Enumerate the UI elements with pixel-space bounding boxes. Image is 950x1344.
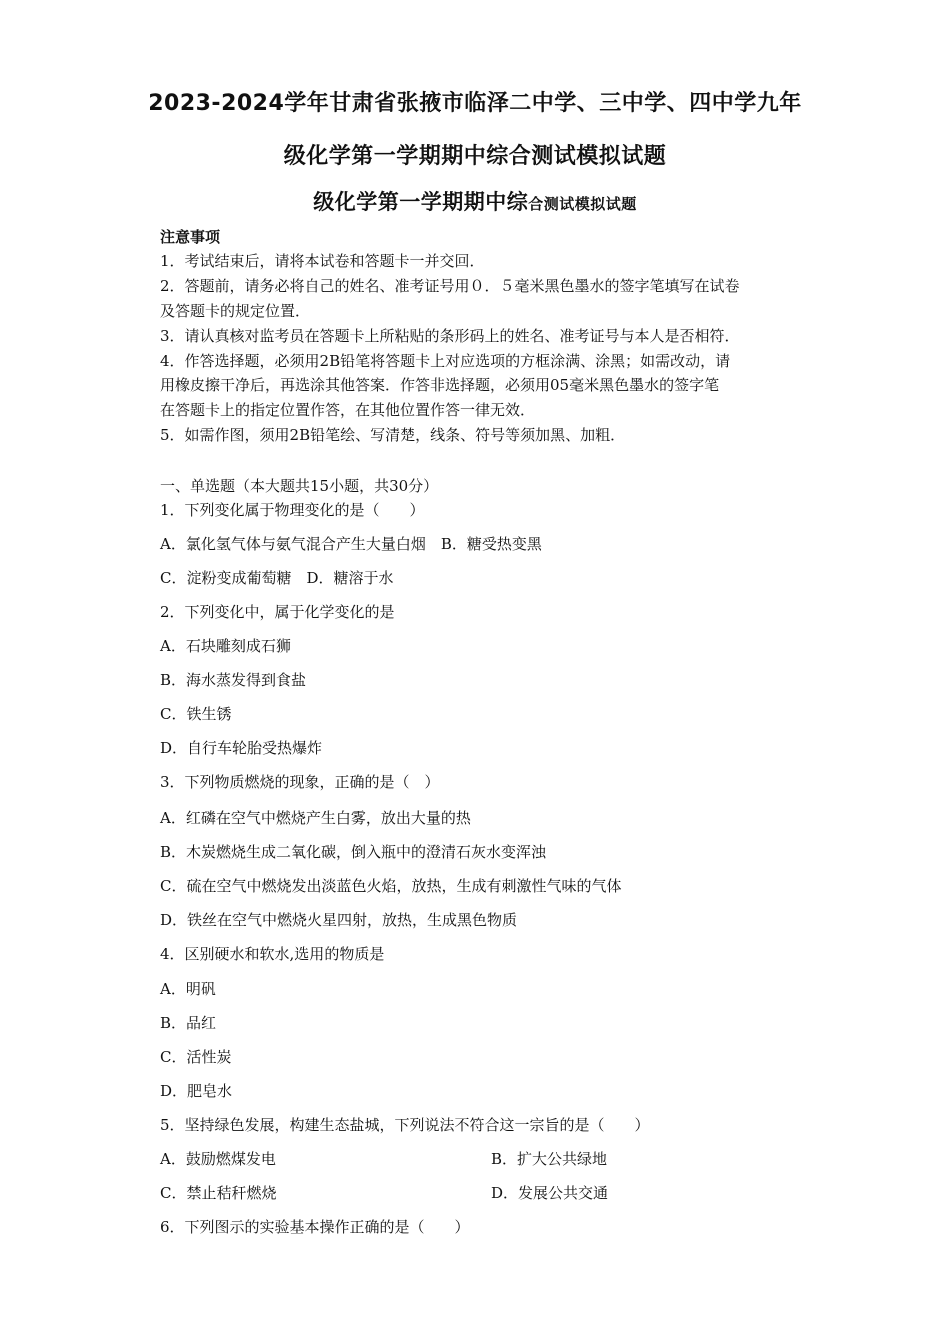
q3-option: C．硫在空气中燃烧发出淡蓝色火焰，放热，生成有刺激性气味的气体 <box>160 877 622 895</box>
title-line-3-big: 级化学第一学期期中综 <box>313 190 529 214</box>
q5-option-c: C．禁止秸秆燃烧 <box>160 1184 277 1202</box>
q1-options-row1: A．氯化氢气体与氨气混合产生大量白烟 B．糖受热变黑 <box>160 535 542 553</box>
q5-option-b: B．扩大公共绿地 <box>491 1150 608 1168</box>
q5-option-d: D．发展公共交通 <box>491 1184 609 1202</box>
q2-option: D．自行车轮胎受热爆炸 <box>160 739 323 757</box>
q4-option: D．肥皂水 <box>160 1082 233 1100</box>
notice-item: 3．请认真核对监考员在答题卡上所粘贴的条形码上的姓名、准考证号与本人是否相符． <box>160 327 740 345</box>
q2-option: A．石块雕刻成石狮 <box>160 637 291 655</box>
title-line-3-small: 合测试模拟试题 <box>528 195 637 213</box>
q1-options-row2: C．淀粉变成葡萄糖 D．糖溶于水 <box>160 569 394 587</box>
q4-option: C．活性炭 <box>160 1048 232 1066</box>
q6-stem: 6．下列图示的实验基本操作正确的是（ ） <box>160 1218 470 1236</box>
q5-option-a: A．鼓励燃煤发电 <box>160 1150 276 1168</box>
q3-option: B．木炭燃烧生成二氧化碳，倒入瓶中的澄清石灰水变浑浊 <box>160 843 547 861</box>
notice-heading: 注意事项 <box>160 228 221 246</box>
title-line-2: 级化学第一学期期中综合测试模拟试题 <box>283 144 667 169</box>
notice-item: 在答题卡上的指定位置作答，在其他位置作答一律无效． <box>160 401 536 419</box>
title-line-1: 2023-2024学年甘肃省张掖市临泽二中学、三中学、四中学九年 <box>148 91 802 116</box>
q2-stem: 2．下列变化中，属于化学变化的是 <box>160 603 395 621</box>
notice-item: 5．如需作图，须用2B铅笔绘、写清楚，线条、符号等须加黑、加粗． <box>160 426 626 444</box>
notice-item: 及答题卡的规定位置． <box>160 302 311 320</box>
q4-option: B．品红 <box>160 1014 217 1032</box>
q1-stem: 1．下列变化属于物理变化的是（ ） <box>160 501 425 519</box>
q3-stem: 3．下列物质燃烧的现象，正确的是（ ） <box>160 773 440 791</box>
notice-item: 用橡皮擦干净后，再选涂其他答案．作答非选择题，必须用05毫米黑色墨水的签字笔 <box>160 376 720 394</box>
q4-option: A．明矾 <box>160 980 216 998</box>
q2-option: B．海水蒸发得到食盐 <box>160 671 307 689</box>
q3-option: A．红磷在空气中燃烧产生白雾，放出大量的热 <box>160 809 471 827</box>
notice-item: 2．答题前，请务必将自己的姓名、准考证号用０．５毫米黑色墨水的签字笔填写在试卷 <box>160 277 740 295</box>
q3-option: D．铁丝在空气中燃烧火星四射，放热，生成黑色物质 <box>160 911 518 929</box>
q2-option: C．铁生锈 <box>160 705 232 723</box>
notice-item: 1．考试结束后，请将本试卷和答题卡一并交回． <box>160 252 485 270</box>
q5-stem: 5．坚持绿色发展，构建生态盐城，下列说法不符合这一宗旨的是（ ） <box>160 1116 650 1134</box>
section-heading: 一、单选题（本大题共15小题，共30分） <box>160 477 439 495</box>
title-line-3 <box>0 186 950 216</box>
notice-item: 4．作答选择题，必须用2B铅笔将答题卡上对应选项的方框涂满、涂黑；如需改动，请 <box>160 352 731 370</box>
q4-stem: 4．区别硬水和软水,选用的物质是 <box>160 945 385 963</box>
